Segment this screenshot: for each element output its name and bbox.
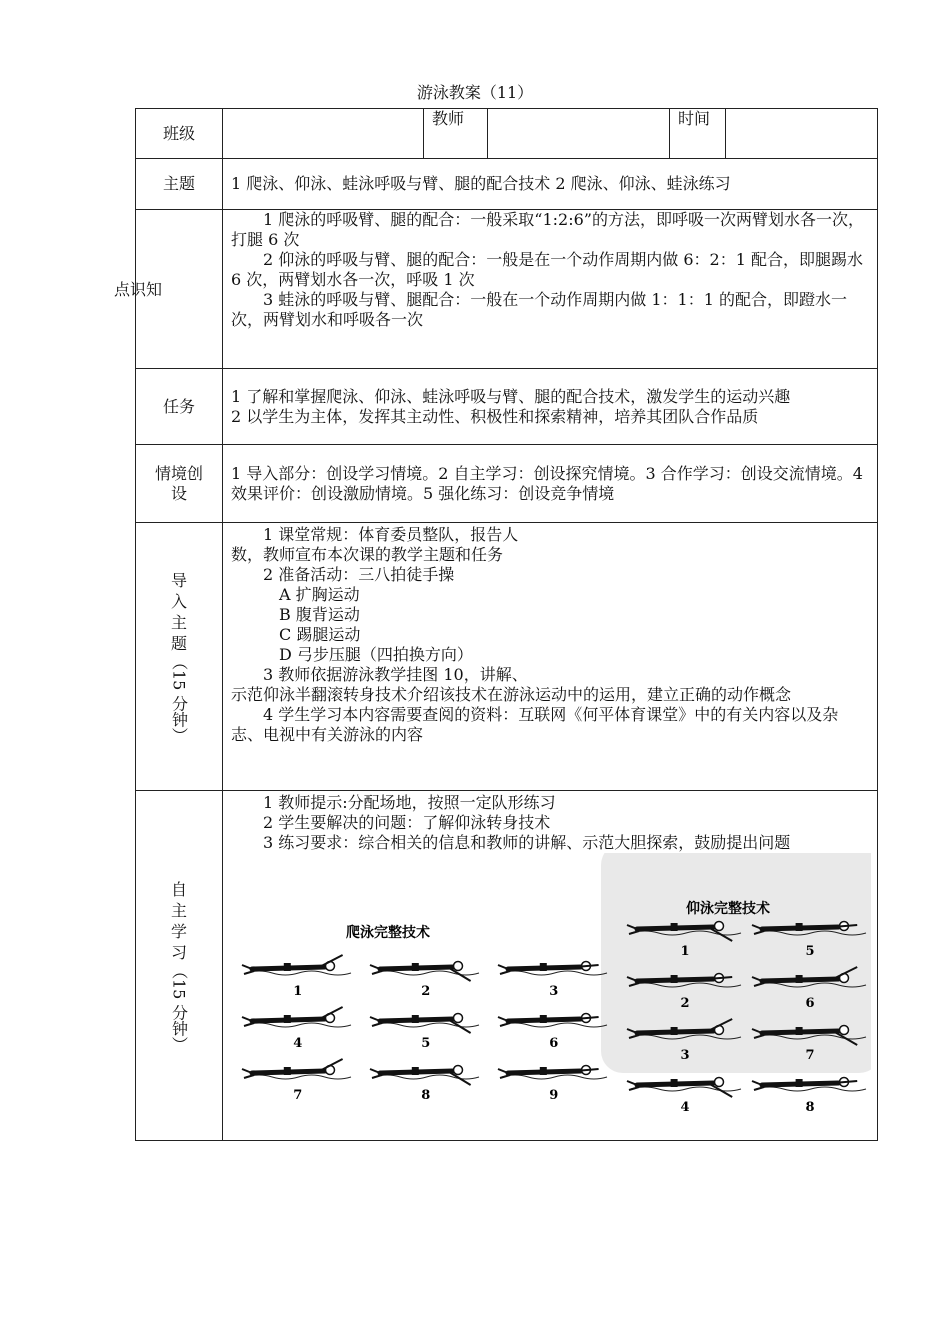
swimmer-number: 2 [680, 996, 690, 1011]
self-study-label-char: 主 [170, 900, 187, 920]
intro-label-char: 入 [170, 591, 187, 611]
task-line: 2 以学生为主体，发挥其主动性、积极性和探索精神，培养其团队合作品质 [231, 406, 759, 426]
intro-label-char: 主 [170, 612, 187, 632]
knowledge-label-cell [114, 210, 223, 369]
header-row [136, 109, 878, 159]
swimmer-number: 8 [805, 1100, 815, 1115]
swimmer-number: 3 [680, 1048, 690, 1063]
intro-label [136, 523, 223, 791]
swimming-technique-figure [231, 853, 869, 1115]
backstroke-title: 仰泳完整技术 [686, 901, 770, 917]
teacher-label: 教师 [424, 109, 488, 159]
swimmer-number: 4 [293, 1036, 303, 1051]
swimmer-sketch [242, 1007, 351, 1027]
swimmer-number: 9 [549, 1088, 559, 1103]
intro-warmup-item: C 踢腿运动 [279, 625, 361, 644]
intro-warmup-item: B 腹背运动 [279, 605, 360, 624]
intro-line: 示范仰泳半翻滚转身技术介绍该技术在游泳运动中的运用，建立正确的动作概念 [231, 685, 792, 704]
teacher-value[interactable] [488, 109, 670, 159]
swimmer-number: 2 [421, 984, 431, 999]
intro-line: 3 教师依据游泳教学挂图 10，讲解、 [263, 665, 528, 684]
knowledge-paragraph: 2 仰泳的呼吸与臂、腿的配合：一般是在一个动作周期内做 6：2：1 配合，即腿踢水 6 次，两臂划水各一次，呼吸 1 次 [231, 250, 863, 289]
self-study-label-char: 习 [170, 942, 187, 962]
self-study-label-duration: （15 分钟） [169, 962, 189, 1053]
situation-text: 1 导入部分：创设学习情境。2 自主学习：创设探究情境。3 合作学习：创设交流情境。4 效果评价：创设激励情境。5 强化练习：创设竞争情境 [223, 445, 878, 523]
knowledge-row [136, 210, 878, 369]
self-study-label-char: 自 [170, 879, 187, 899]
swimmer-sketch [627, 1078, 741, 1098]
intro-warmup-item: A 扩胸运动 [279, 585, 360, 604]
swimmer-sketch [498, 1014, 607, 1028]
theme-text: 1 爬泳、仰泳、蛙泳呼吸与臂、腿的配合技术 2 爬泳、仰泳、蛙泳练习 [223, 159, 878, 210]
self-study-label-char: 学 [170, 921, 187, 941]
swimmer-sketch [370, 1014, 479, 1034]
self-study-content [223, 791, 878, 1141]
crawl-title: 爬泳完整技术 [346, 925, 430, 941]
task-content [223, 369, 878, 445]
swimmer-number: 5 [421, 1036, 431, 1051]
intro-line: 2 准备活动：三八拍徒手操 [263, 565, 455, 584]
intro-label-char: 导 [170, 570, 187, 590]
time-value[interactable] [726, 109, 878, 159]
situation-label-line: 情境创 [154, 463, 203, 483]
self-study-line: 3 练习要求：综合相关的信息和教师的讲解、示范大胆探索，鼓励提出问题 [263, 833, 791, 852]
self-study-label [136, 791, 223, 1141]
situation-label-line: 设 [170, 483, 187, 503]
swimmer-number: 5 [805, 944, 815, 959]
intro-content [223, 523, 878, 791]
swimmer-sketch [370, 962, 479, 982]
intro-warmup-item: D 弓步压腿（四拍换方向） [279, 645, 473, 664]
swimmer-sketch [242, 1059, 351, 1079]
swimmer-number: 7 [805, 1048, 815, 1063]
knowledge-paragraph: 3 蛙泳的呼吸与臂、腿配合：一般在一个动作周期内做 1：1：1 的配合，即蹬水一次，两臂划水和呼吸各一次 [231, 290, 847, 329]
swimmer-sketch [498, 1066, 607, 1080]
class-value[interactable] [223, 109, 424, 159]
swimmer-number: 8 [421, 1088, 431, 1103]
intro-row [136, 523, 878, 791]
crawl-swimmers [242, 955, 607, 1103]
self-study-row [136, 791, 878, 1141]
swimmer-number: 1 [680, 944, 690, 959]
self-study-line: 2 学生要解决的问题：了解仰泳转身技术 [263, 813, 551, 832]
swimmer-number: 7 [293, 1088, 303, 1103]
swimmer-sketch [370, 1066, 479, 1086]
watermark-seal [601, 853, 871, 1073]
swimmer-sketch [752, 1078, 866, 1092]
intro-line: 1 课堂常规：体育委员整队，报告人 [263, 525, 519, 544]
swimmer-sketch [498, 962, 607, 976]
intro-label-char: 题 [170, 633, 187, 653]
class-label: 班级 [136, 109, 223, 159]
knowledge-label: 点识知 [114, 280, 163, 299]
knowledge-content [223, 210, 878, 369]
swimmer-number: 6 [549, 1036, 559, 1051]
intro-line: 数，教师宣布本次课的教学主题和任务 [231, 545, 504, 564]
lesson-plan-table [114, 108, 878, 1141]
swimmer-number: 1 [293, 984, 303, 999]
theme-row [136, 159, 878, 210]
task-row [136, 369, 878, 445]
situation-label [136, 445, 223, 523]
intro-line: 4 学生学习本内容需要查阅的资料：互联网《何平体育课堂》中的有关内容以及杂志、电视中有关游泳的内容 [231, 705, 839, 744]
self-study-line: 1 教师提示:分配场地，按照一定队形练习 [263, 793, 556, 812]
knowledge-paragraph: 1 爬泳的呼吸臂、腿的配合：一般采取“1:2:6”的方法，即呼吸一次两臂划水各一次，打腿 6 次 [231, 210, 864, 249]
swimming-figure-svg [231, 853, 871, 1123]
swimmer-sketch [242, 955, 351, 975]
time-label: 时间 [670, 109, 726, 159]
task-label: 任务 [136, 369, 223, 445]
situation-row [136, 445, 878, 523]
task-line: 1 了解和掌握爬泳、仰泳、蛙泳呼吸与臂、腿的配合技术，激发学生的运动兴趣 [231, 386, 791, 406]
swimmer-number: 6 [805, 996, 815, 1011]
theme-label: 主题 [136, 159, 223, 210]
swimmer-number: 4 [680, 1100, 690, 1115]
swimmer-number: 3 [549, 984, 559, 999]
document-title: 游泳教案（11） [416, 83, 534, 102]
intro-label-duration: （15 分钟） [169, 653, 189, 744]
